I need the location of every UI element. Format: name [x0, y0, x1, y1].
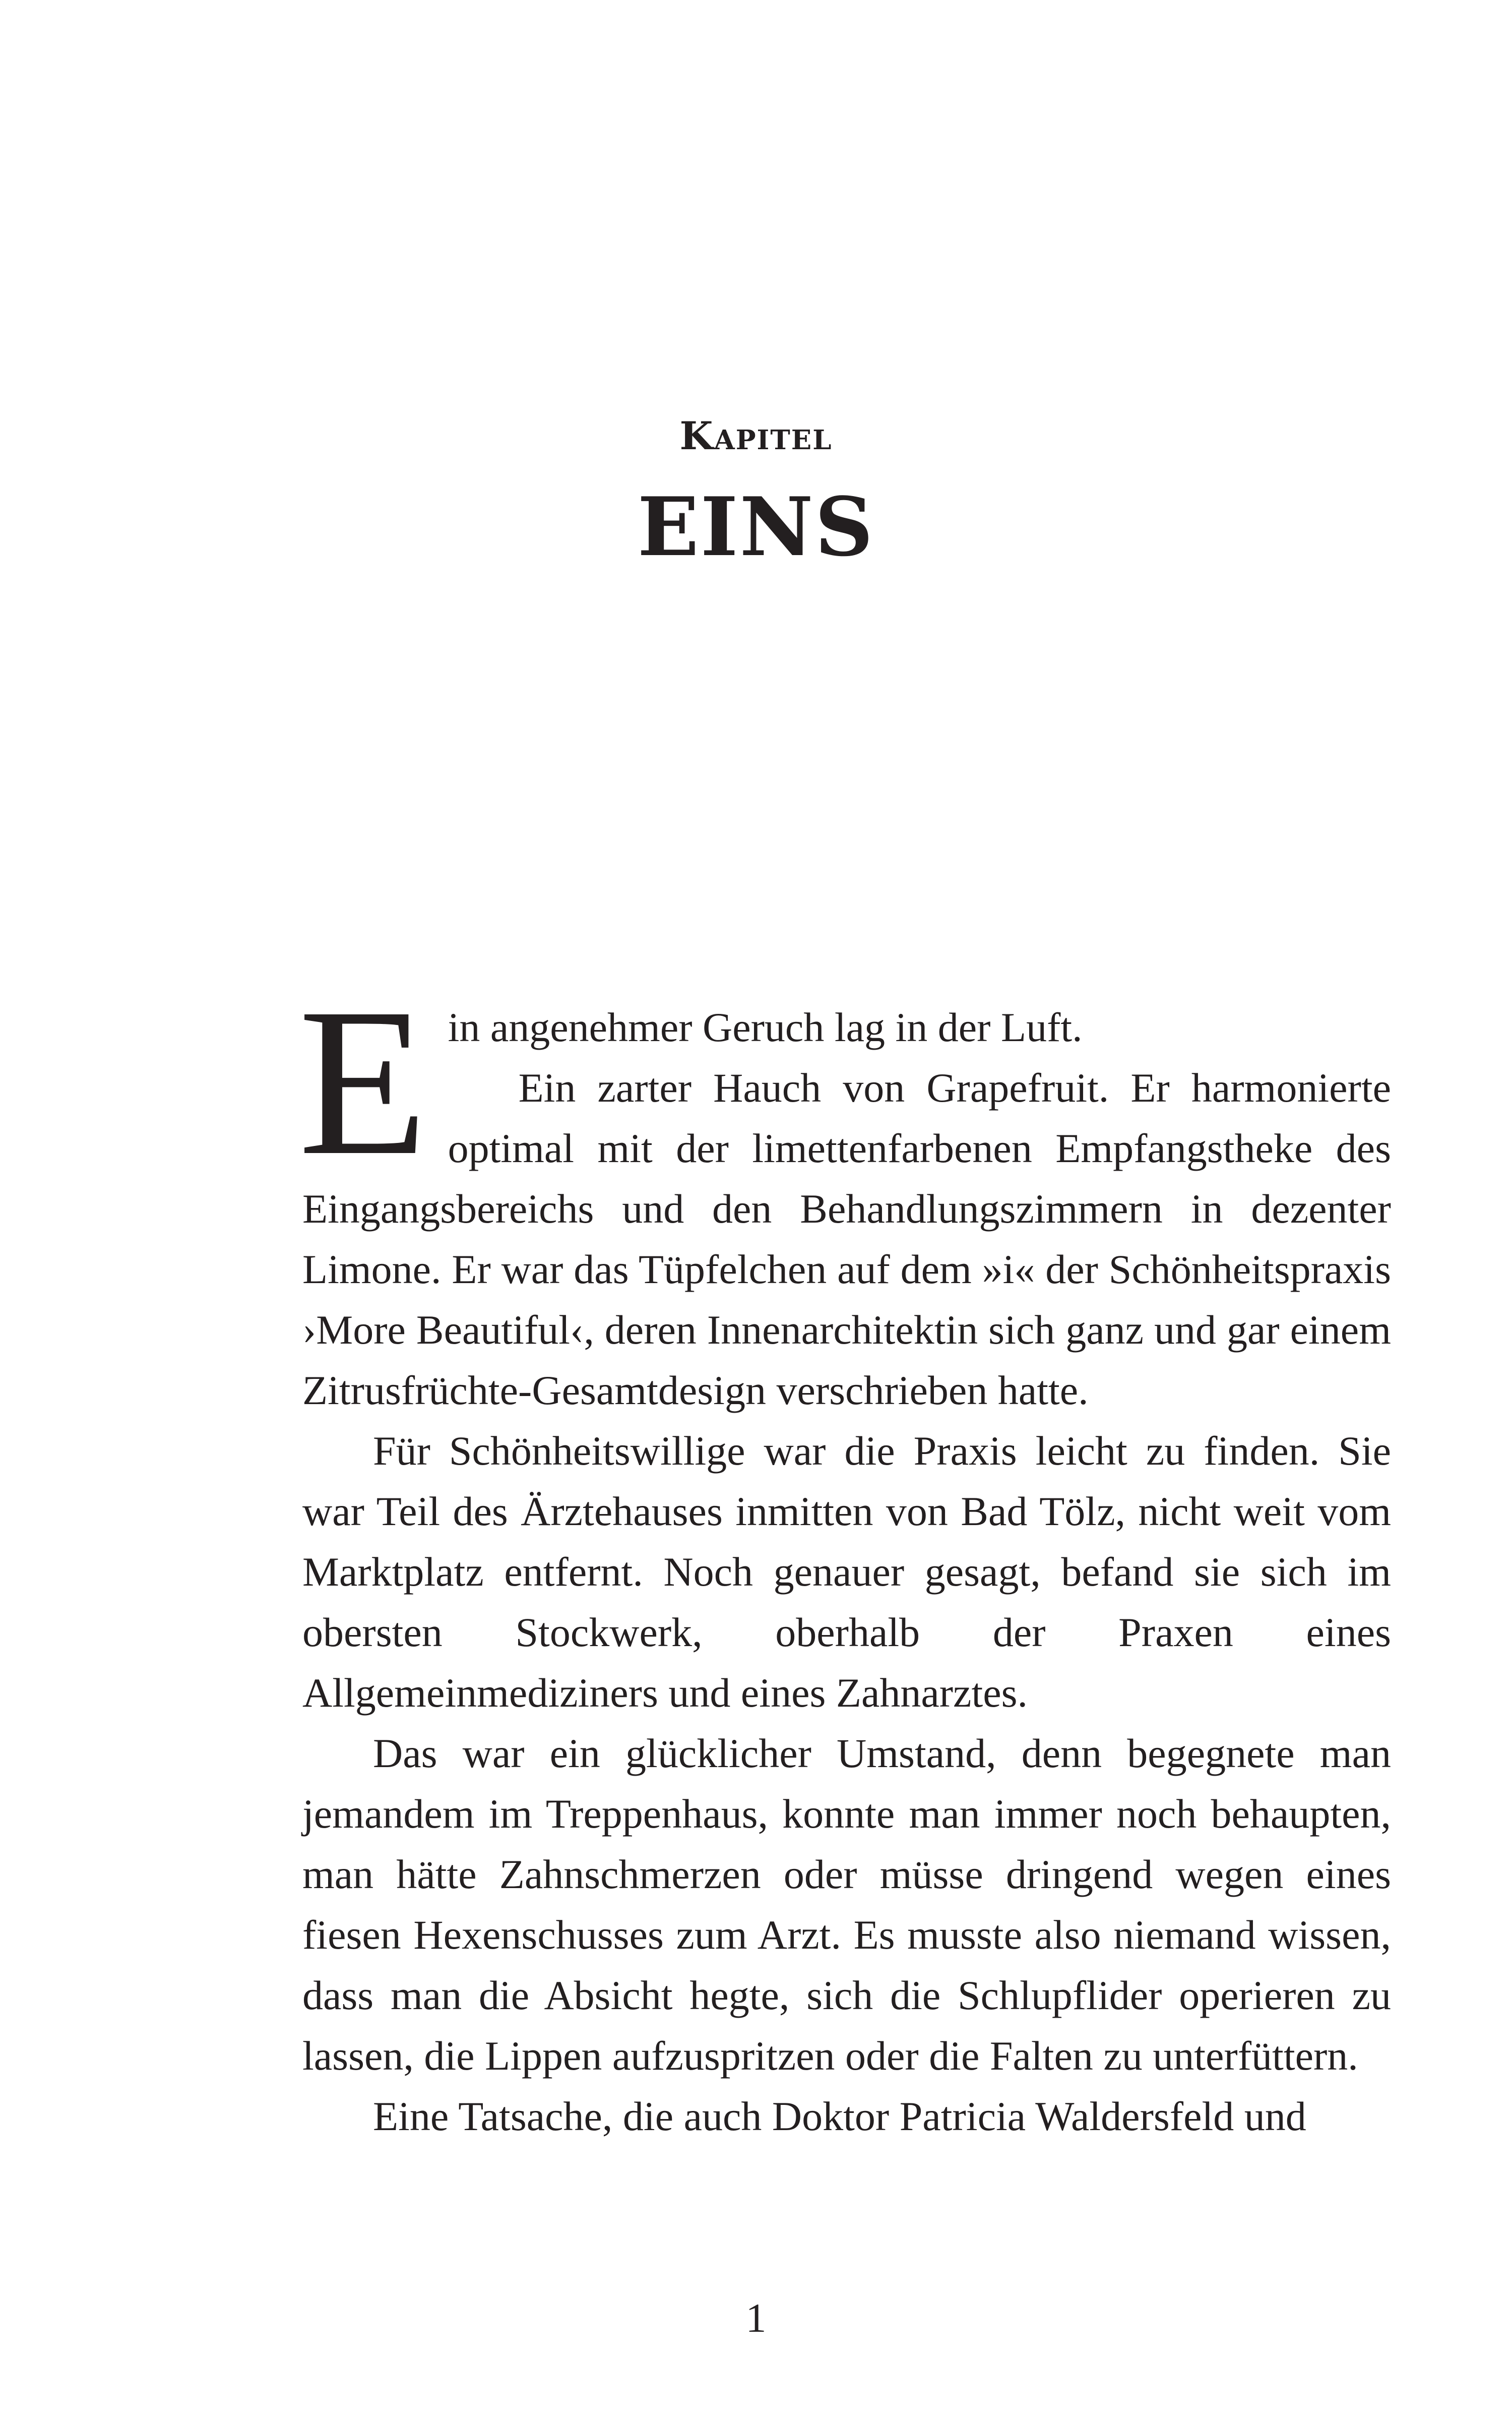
drop-cap: E	[298, 964, 428, 1199]
paragraph-4: Eine Tatsache, die auch Doktor Patricia Waldersfeld und	[373, 2093, 1306, 2139]
page-number: 1	[745, 2295, 767, 2341]
chapter-body	[298, 964, 1391, 2147]
paragraph-1	[298, 964, 1391, 1421]
paragraph-1-first-line: in angenehmer Geruch lag in der Luft.	[448, 1004, 1083, 1050]
paragraph-1-continuation: Ein zarter Hauch von Grapefruit. Er harmonierte optimal mit der limettenfarbenen Empfangstheke des Eingangsbereichs und den Behandlungszimmern in dezenter Limone. Er war das Tüpfelchen auf dem »i« der Schönheitspraxis ›More Beautiful‹, deren Innenarchitektin sich ganz und gar einem Zitrusfrüchte-Gesamtdesign verschrieben hatte.	[302, 1065, 1391, 1413]
chapter-title: EINS	[637, 479, 875, 574]
paragraph-2: Für Schönheitswillige war die Praxis leicht zu finden. Sie war Teil des Ärztehauses inmitten von Bad Tölz, nicht weit vom Marktplatz entfernt. Noch genauer gesagt, befand sie sich im obersten Stockwerk, oberhalb der Praxen eines Allgemeinmediziners und eines Zahnarztes.	[302, 1428, 1391, 1716]
paragraph-3: Das war ein glücklicher Umstand, denn begegnete man jemandem im Treppenhaus, konnte man immer noch behaupten, man hätte Zahnschmerzen oder müsse dringend wegen eines fiesen Hexenschusses zum Arzt. Es musste also niemand wissen, dass man die Absicht hegte, sich die Schlupflider operieren zu lassen, die Lippen aufzuspritzen oder die Falten zu unterfüttern.	[302, 1730, 1391, 2079]
chapter-label: Kapitel	[679, 413, 833, 458]
